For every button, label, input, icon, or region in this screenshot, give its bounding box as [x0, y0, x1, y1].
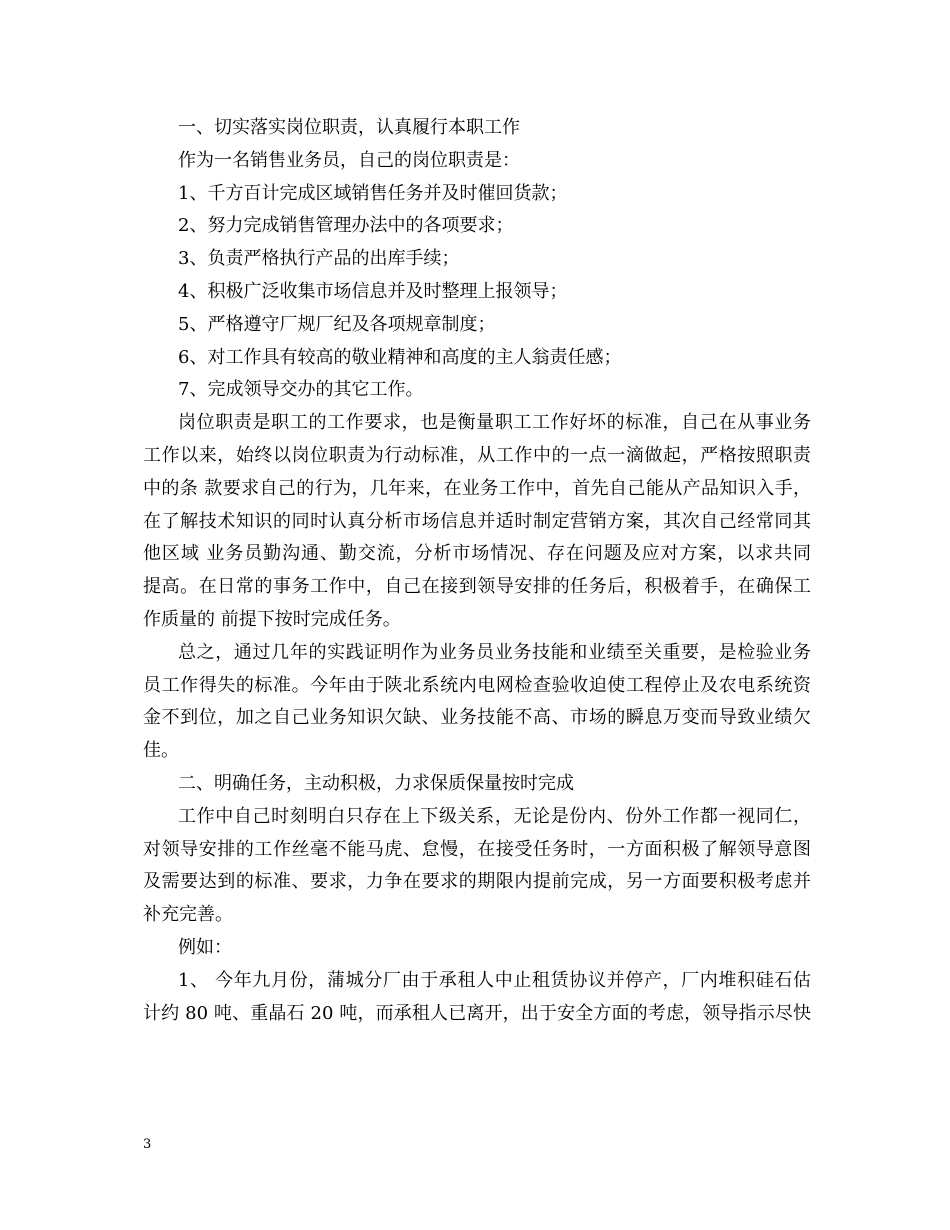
text-line: 金不到位，加之自己业务知识欠缺、业务技能不高、市场的瞬息万变而导致业绩欠	[143, 707, 811, 729]
text-line: 工作中自己时刻明白只存在上下级关系，无论是份内、份外工作都一视同仁，	[178, 805, 811, 827]
text-line: 作为一名销售业务员，自己的岗位职责是：	[178, 149, 520, 171]
text-line: 计约 80 吨、重晶石 20 吨，而承租人已离开，出于安全方面的考虑，领导指示尽快	[143, 1002, 811, 1024]
text-line: 6、对工作具有较高的敬业精神和高度的主人翁责任感；	[178, 346, 622, 368]
text-line: 在了解技术知识的同时认真分析市场信息并适时制定营销方案，其次自己经常同其	[143, 510, 811, 532]
text-line: 一、切实落实岗位职责，认真履行本职工作	[178, 117, 520, 138]
text-line: 2、努力完成销售管理办法中的各项要求；	[178, 215, 514, 237]
text-line: 及需要达到的标准、要求，力争在要求的期限内提前完成，另一方面要积极考虑并	[143, 871, 811, 893]
text-line: 他区域 业务员勤沟通、勤交流，分析市场情况、存在问题及应对方案，以求共同	[143, 543, 811, 565]
text-line: 7、完成领导交办的其它工作。	[178, 379, 424, 401]
text-line: 提高。在日常的事务工作中，自己在接到领导安排的任务后，积极着手，在确保工	[143, 576, 811, 598]
text-line: 3、负责严格执行产品的出库手续；	[178, 248, 460, 270]
text-line: 补充完善。	[143, 904, 233, 926]
text-line: 员工作得失的标准。今年由于陕北系统内电网检查验收迫使工程停止及农电系统资	[143, 674, 811, 696]
page-number: 3	[143, 1137, 152, 1152]
text-line: 4、积极广泛收集市场信息并及时整理上报领导；	[178, 280, 568, 302]
text-line: 中的条 款要求自己的行为，几年来，在业务工作中，首先自己能从产品知识入手，	[143, 477, 811, 499]
text-line: 总之，通过几年的实践证明作为业务员业务技能和业绩至关重要，是检验业务	[178, 641, 811, 663]
text-line: 1、千方百计完成区域销售任务并及时催回货款；	[178, 182, 568, 204]
text-line: 岗位职责是职工的工作要求，也是衡量职工工作好坏的标准，自己在从事业务	[178, 412, 811, 434]
text-line: 佳。	[143, 740, 179, 762]
text-line: 对领导安排的工作丝毫不能马虎、怠慢，在接受任务时，一方面积极了解领导意图	[143, 838, 811, 860]
text-line: 1、 今年九月份，蒲城分厂由于承租人中止租赁协议并停产，厂内堆积硅石估	[178, 969, 811, 991]
text-line: 作质量的 前提下按时完成任务。	[143, 608, 401, 630]
text-line: 工作以来，始终以岗位职责为行动标准，从工作中的一点一滴做起，严格按照职责	[143, 444, 811, 466]
document-body	[143, 112, 811, 1030]
text-line: 5、严格遵守厂规厂纪及各项规章制度；	[178, 313, 496, 335]
text-line: 例如：	[178, 936, 232, 958]
text-line: 二、明确任务，主动积极，力求保质保量按时完成	[178, 772, 574, 794]
